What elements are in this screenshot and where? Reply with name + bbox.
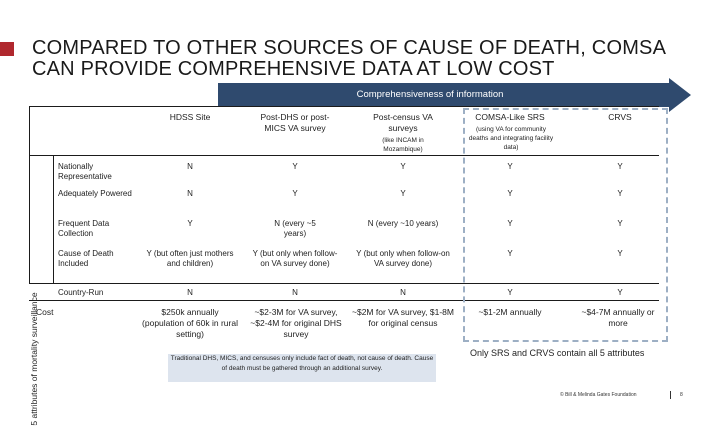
cell-r4-comsa: Y (507, 249, 513, 258)
col-head-crvs: CRVS (608, 112, 632, 122)
col-sub-comsa: (using VA for community deaths and integrating facility data) (468, 126, 554, 151)
dhs-callout-note: Traditional DHS, MICS, and censuses only include fact of death, not cause of death. Cause of death must be gathered through an additional survey. (168, 354, 436, 382)
cell-r1-post-census: Y (400, 162, 406, 171)
row-label-cost: Cost (36, 307, 54, 317)
row-label-cause-of-death-included: Cause of Death Included (58, 249, 114, 268)
page-number: 8 (680, 392, 683, 398)
footer-divider (670, 391, 671, 399)
srs-crvs-highlight-box (463, 108, 668, 342)
cell-r3-comsa: Y (507, 219, 513, 228)
cell-r2-post-dhs: Y (292, 189, 298, 198)
col-head-comsa: COMSA-Like SRS (475, 112, 545, 122)
cell-r5-crvs: Y (617, 288, 623, 297)
row-label-country-run: Country-Run (58, 288, 104, 297)
cost-post-census: ~$2M for VA survey, $1-8M for original census (352, 307, 454, 328)
row-label-nationally-representative: Nationally Representative (58, 162, 112, 181)
cell-r3-post-census: N (every ~10 years) (367, 219, 439, 228)
cell-r3-post-dhs: N (every ~5 years) (274, 219, 316, 238)
col-head-post-dhs: Post-DHS or post-MICS VA survey (260, 112, 330, 133)
cell-r1-crvs: Y (617, 162, 623, 171)
cell-r4-hdss: Y (but often just mothers and children) (146, 249, 234, 268)
cost-post-dhs: ~$2-3M for VA survey, ~$2-4M for original DHS survey (250, 307, 342, 339)
col-head-hdss: HDSS Site (169, 112, 211, 122)
cell-r4-crvs: Y (617, 249, 623, 258)
row-label-frequent-data-collection: Frequent Data Collection (58, 219, 110, 238)
cost-comsa: ~$1-2M annually (478, 307, 542, 317)
cell-r5-comsa: Y (507, 288, 513, 297)
arrow-label: Comprehensiveness of information (356, 89, 504, 100)
title-accent-square (0, 42, 14, 56)
cell-r4-post-census: Y (but only when follow-on VA survey done) (356, 249, 450, 268)
col-head-post-census: Post-census VA surveys (373, 112, 433, 133)
cell-r3-hdss: Y (187, 219, 193, 228)
table-left-rule (29, 106, 30, 283)
table-side-divider (53, 155, 54, 283)
page-title: COMPARED TO OTHER SOURCES OF CAUSE OF DEATH, COMSA CAN PROVIDE COMPREHENSIVE DATA AT LOW COST (32, 37, 666, 80)
table-top-rule (29, 106, 659, 107)
cell-r3-crvs: Y (617, 219, 623, 228)
cell-r2-crvs: Y (617, 189, 623, 198)
cost-crvs: ~$4-7M annually or more (581, 307, 655, 328)
cell-r2-comsa: Y (507, 189, 513, 198)
footer-copyright: © Bill & Melinda Gates Foundation (560, 392, 637, 398)
cell-r4-post-dhs: Y (but only when follow-on VA survey done) (252, 249, 338, 268)
row-label-adequately-powered: Adequately Powered (58, 189, 132, 198)
cell-r1-post-dhs: Y (292, 162, 298, 171)
col-sub-post-census: (like INCAM in Mozambique) (382, 137, 424, 153)
attributes-note: Only SRS and CRVS contain all 5 attributes (470, 348, 645, 358)
cell-r2-hdss: N (187, 189, 193, 198)
cell-r1-comsa: Y (507, 162, 513, 171)
attributes-side-label: 5 attributes of mortality surveillance (29, 292, 39, 426)
cell-r5-post-census: N (400, 288, 406, 297)
cost-hdss: $250k annually (population of 60k in rural setting) (142, 307, 238, 339)
cell-r5-hdss: N (187, 288, 193, 297)
cell-r2-post-census: Y (400, 189, 406, 198)
cell-r1-hdss: N (187, 162, 193, 171)
cell-r5-post-dhs: N (292, 288, 298, 297)
